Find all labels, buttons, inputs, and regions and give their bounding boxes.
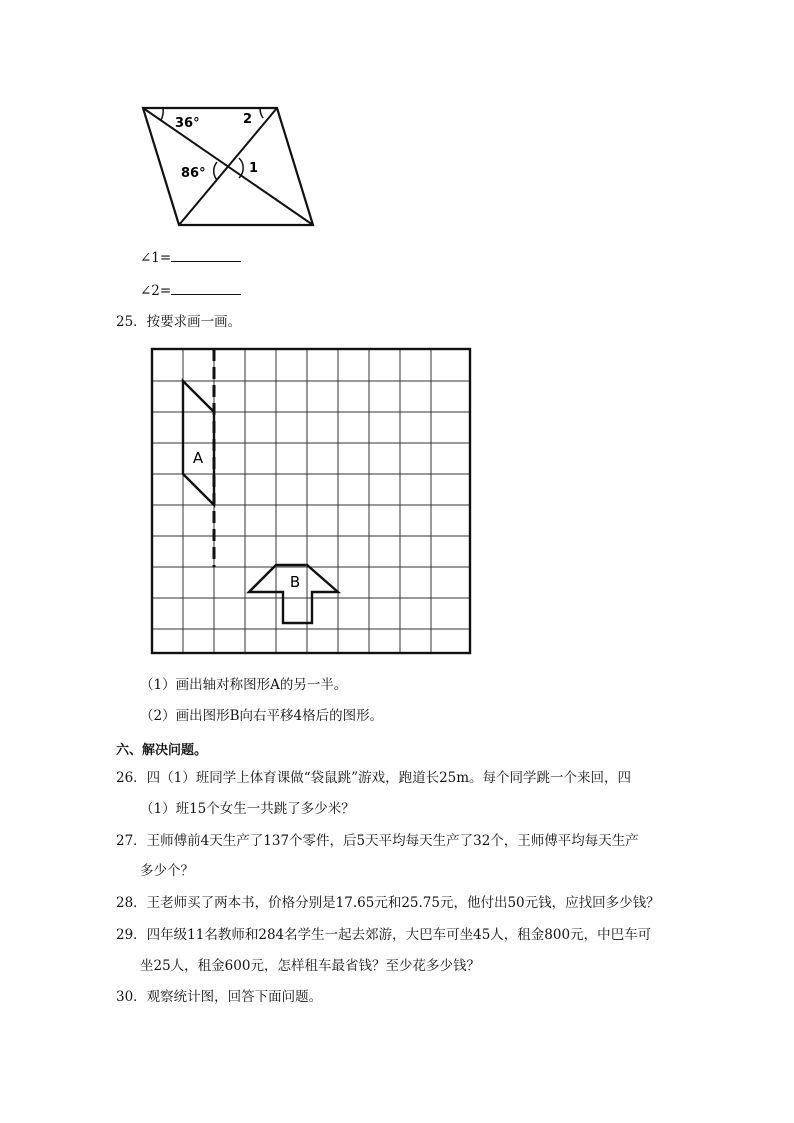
angle-label-36: 36° — [175, 116, 200, 131]
answer-angle1 — [140, 248, 241, 267]
answer-angle2 — [140, 281, 241, 300]
angle-label-1: 1 — [249, 161, 259, 176]
q25-task2: （2）画出图形B向右平移4格后的图形。 — [140, 708, 384, 724]
angle-label-2: 2 — [243, 112, 253, 127]
section6-heading: 六、解决问题。 — [116, 743, 208, 758]
q26-line2: （1）班15个女生一共跳了多少米？ — [140, 801, 355, 817]
q27-line2: 多少个？ — [140, 863, 194, 879]
grid-figure[interactable] — [148, 345, 474, 657]
q30-line1: 30．观察统计图，回答下面问题。 — [116, 989, 323, 1005]
q27-line1: 27．王师傅前4天生产了137个零件，后5天平均每天生产了32个，王师傅平均每天生产 — [116, 833, 639, 849]
answer-angle2-label: ∠2= — [140, 283, 172, 299]
q29-line2: 坐25人，租金600元，怎样租车最省钱？至少花多少钱？ — [140, 958, 480, 974]
q25-stem: 25．按要求画一画。 — [116, 314, 242, 330]
shape-b-label: B — [289, 573, 301, 591]
parallelogram-figure — [135, 100, 325, 235]
answer-angle1-label: ∠1= — [140, 250, 172, 266]
answer-angle2-blank[interactable] — [171, 281, 241, 295]
q29-line1: 29．四年级11名教师和284名学生一起去郊游，大巴车可坐45人，租金800元，中巴车可 — [116, 927, 652, 943]
q28-line1: 28．王老师买了两本书，价格分别是17.65元和25.75元，他付出50元钱，应找回多少钱？ — [116, 895, 660, 911]
shape-a-label: A — [192, 449, 204, 467]
q26-line1: 26．四（1）班同学上体育课做“袋鼠跳”游戏，跑道长25m。每个同学跳一个来回，四 — [116, 770, 632, 786]
angle-label-86: 86° — [181, 166, 206, 181]
q25-task1: （1）画出轴对称图形A的另一半。 — [140, 677, 348, 693]
answer-angle1-blank[interactable] — [171, 248, 241, 262]
